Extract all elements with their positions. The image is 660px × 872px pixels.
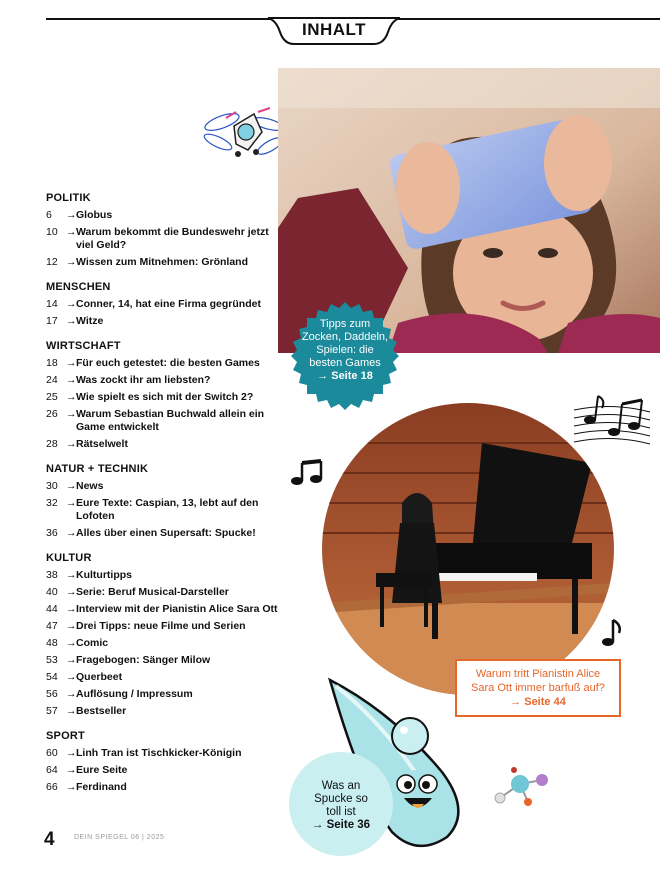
toc-page: 44 <box>46 603 58 615</box>
arrow-icon: → <box>66 374 77 386</box>
toc-page: 66 <box>46 781 58 793</box>
section-title: NATUR + TECHNIK <box>46 463 149 475</box>
music-notes-icon <box>572 390 652 456</box>
toc-entry[interactable] <box>46 357 281 370</box>
toc-page: 40 <box>46 586 58 598</box>
section-title: WIRTSCHAFT <box>46 340 121 352</box>
toc-entry[interactable] <box>46 298 281 311</box>
toc-title: Warum Sebastian Buchwald allein ein Game entwickelt <box>76 408 265 433</box>
teaser-line: Sara Ott immer barfuß auf? <box>471 682 605 694</box>
toc-page: 25 <box>46 391 58 403</box>
badge-line: besten Games <box>309 357 381 369</box>
toc-page: 60 <box>46 747 58 759</box>
toc-entry[interactable] <box>46 391 281 404</box>
arrow-icon: → <box>66 256 77 268</box>
toc-entry[interactable] <box>46 654 281 667</box>
badge-line: Zocken, Daddeln, <box>301 331 389 343</box>
toc-entry[interactable] <box>46 637 281 650</box>
arrow-icon: → <box>66 603 77 615</box>
teaser-link[interactable]: → Seite 44 <box>510 696 566 708</box>
toc-section-natur-technik <box>46 463 281 540</box>
toc-title: Warum bekommt die Bundeswehr jetzt viel Geld? <box>76 226 269 251</box>
arrow-icon: → <box>66 764 77 776</box>
toc-title: Conner, 14, hat eine Firma gegründet <box>76 298 261 310</box>
toc-entry[interactable] <box>46 256 281 269</box>
toc-entry[interactable] <box>46 620 281 633</box>
arrow-icon: → <box>66 527 77 539</box>
toc-page: 12 <box>46 256 58 268</box>
section-title: KULTUR <box>46 552 92 564</box>
toc-entry[interactable] <box>46 315 281 328</box>
toc-section-wirtschaft <box>46 340 281 451</box>
toc-entry[interactable] <box>46 586 281 599</box>
toc-entry[interactable] <box>46 603 281 616</box>
arrow-icon: → <box>66 620 77 632</box>
single-note-icon <box>600 617 624 649</box>
toc-entry[interactable] <box>46 747 281 760</box>
arrow-icon: → <box>66 497 77 509</box>
toc-entry[interactable] <box>46 688 281 701</box>
toc-entry[interactable] <box>46 374 281 387</box>
section-title: POLITIK <box>46 192 91 204</box>
arrow-icon: → <box>66 391 77 403</box>
header-rule-right <box>398 18 660 20</box>
toc-title: Globus <box>76 209 113 221</box>
toc-page: 6 <box>46 209 52 221</box>
toc-title: Linh Tran ist Tischkicker-Königin <box>76 747 242 759</box>
toc-title: Bestseller <box>76 705 127 717</box>
toc-title: Querbeet <box>76 671 123 683</box>
bubble-line: Was an <box>321 780 361 792</box>
toc-page: 48 <box>46 637 58 649</box>
pianist-photo[interactable] <box>322 403 614 695</box>
toc-entry[interactable] <box>46 408 281 434</box>
molecule-icon <box>490 764 552 808</box>
arrow-icon: → <box>66 480 77 492</box>
section-title: SPORT <box>46 730 85 742</box>
toc-title: Ferdinand <box>76 781 127 793</box>
arrow-icon: → <box>66 408 77 420</box>
toc-page: 56 <box>46 688 58 700</box>
toc-title: Was zockt ihr am liebsten? <box>76 374 211 386</box>
toc-section-sport <box>46 730 281 794</box>
bubble-line: Spucke so <box>314 793 368 805</box>
arrow-icon: → <box>66 586 77 598</box>
toc-title: Rätselwelt <box>76 438 128 450</box>
toc-entry[interactable] <box>46 497 281 523</box>
badge-link[interactable]: → Seite 18 <box>317 370 373 382</box>
spit-teaser-bubble[interactable] <box>289 752 393 856</box>
toc-title: Auflösung / Impressum <box>76 688 193 700</box>
table-of-contents <box>46 192 281 806</box>
toc-entry[interactable] <box>46 764 281 777</box>
bubble-line: toll ist <box>326 806 356 818</box>
arrow-icon: → <box>66 357 77 369</box>
toc-page: 36 <box>46 527 58 539</box>
header-tab <box>266 14 402 46</box>
arrow-icon: → <box>66 438 77 450</box>
toc-title: Eure Texte: Caspian, 13, lebt auf den Lofoten <box>76 497 259 522</box>
toc-page: 17 <box>46 315 58 327</box>
toc-title: Für euch getestet: die besten Games <box>76 357 260 369</box>
toc-entry[interactable] <box>46 569 281 582</box>
bubble-text <box>289 780 393 832</box>
badge-line: Tipps zum <box>319 318 371 330</box>
toc-section-kultur <box>46 552 281 718</box>
toc-page: 47 <box>46 620 58 632</box>
toc-section-menschen <box>46 281 281 328</box>
toc-page: 38 <box>46 569 58 581</box>
bubble-link[interactable]: → Seite 36 <box>311 819 371 831</box>
toc-title: Wie spielt es sich mit der Switch 2? <box>76 391 254 403</box>
toc-section-politik <box>46 192 281 269</box>
header-rule-left <box>46 18 270 20</box>
toc-page: 14 <box>46 298 58 310</box>
teaser-line: Warum tritt Pianistin Alice <box>475 668 601 680</box>
arrow-icon: → <box>66 705 77 717</box>
toc-title: Alles über einen Supersaft: Spucke! <box>76 527 256 539</box>
toc-title: Drei Tipps: neue Filme und Serien <box>76 620 246 632</box>
toc-page: 57 <box>46 705 58 717</box>
toc-title: Witze <box>76 315 104 327</box>
arrow-icon: → <box>66 209 77 221</box>
toc-entry[interactable] <box>46 209 281 222</box>
arrow-icon: → <box>66 315 77 327</box>
toc-entry[interactable] <box>46 705 281 718</box>
toc-page: 24 <box>46 374 58 386</box>
toc-page: 18 <box>46 357 58 369</box>
toc-entry[interactable] <box>46 527 281 540</box>
toc-entry[interactable] <box>46 438 281 451</box>
arrow-icon: → <box>66 569 77 581</box>
toc-title: Eure Seite <box>76 764 128 776</box>
toc-page: 64 <box>46 764 58 776</box>
arrow-icon: → <box>66 637 77 649</box>
eighth-notes-icon <box>290 459 324 487</box>
toc-entry[interactable] <box>46 781 281 794</box>
toc-entry[interactable] <box>46 671 281 684</box>
pianist-teaser-box[interactable] <box>455 659 621 717</box>
arrow-icon: → <box>66 654 77 666</box>
toc-title: Comic <box>76 637 109 649</box>
issue-info: DEIN SPIEGEL 06 | 2025 <box>74 834 165 841</box>
toc-title: Wissen zum Mitnehmen: Grönland <box>76 256 248 268</box>
toc-title: Kulturtipps <box>76 569 132 581</box>
toc-entry[interactable] <box>46 226 281 252</box>
toc-title: News <box>76 480 104 492</box>
toc-entry[interactable] <box>46 480 281 493</box>
toc-title: Fragebogen: Sänger Milow <box>76 654 211 666</box>
toc-title: Serie: Beruf Musical-Darsteller <box>76 586 229 598</box>
page-title: INHALT <box>301 20 367 39</box>
toc-page: 32 <box>46 497 58 509</box>
arrow-icon: → <box>66 671 77 683</box>
toc-page: 26 <box>46 408 58 420</box>
page-number: 4 <box>44 829 55 850</box>
arrow-icon: → <box>66 781 77 793</box>
toc-page: 54 <box>46 671 58 683</box>
section-title: MENSCHEN <box>46 281 111 293</box>
badge-line: Spielen: die <box>316 344 374 356</box>
toc-title: Interview mit der Pianistin Alice Sara Ott <box>76 603 278 615</box>
games-teaser-badge[interactable] <box>289 300 401 412</box>
toc-page: 10 <box>46 226 58 238</box>
arrow-icon: → <box>66 226 77 238</box>
arrow-icon: → <box>66 298 77 310</box>
arrow-icon: → <box>66 747 77 759</box>
toc-page: 28 <box>46 438 58 450</box>
badge-text <box>289 318 401 383</box>
arrow-icon: → <box>66 688 77 700</box>
toc-page: 53 <box>46 654 58 666</box>
toc-page: 30 <box>46 480 58 492</box>
